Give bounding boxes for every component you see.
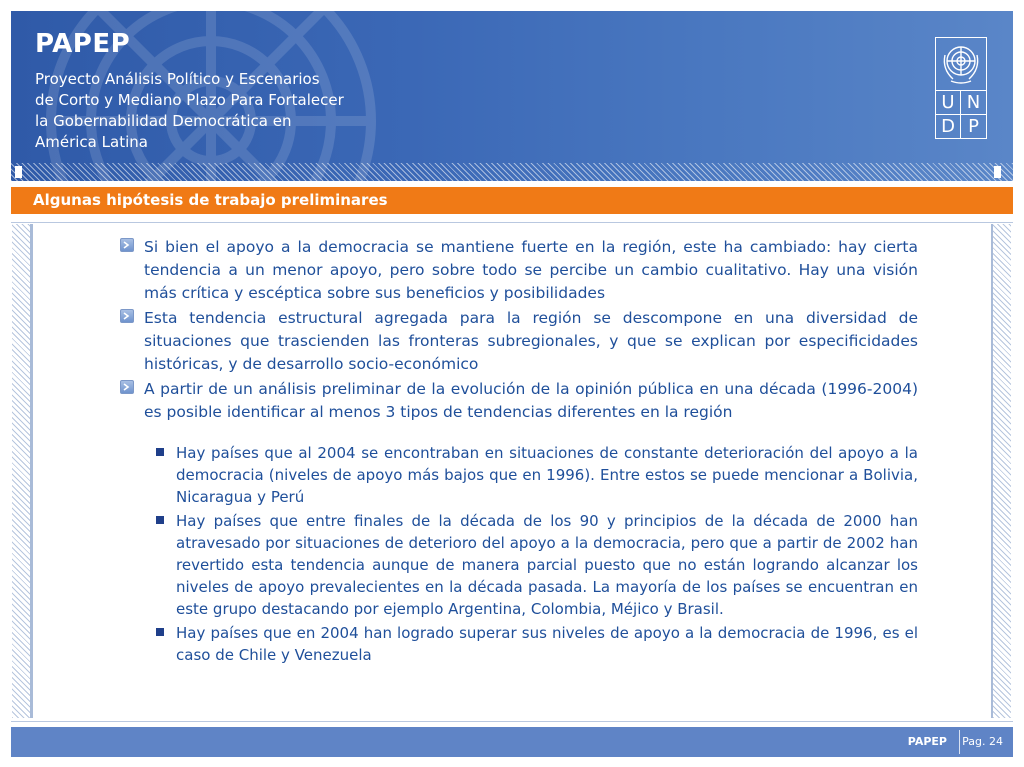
bullet-item [118,236,918,305]
subtitle-line: América Latina [35,133,148,151]
bullet-item [118,307,918,376]
footer-label: PAPEP [907,735,947,748]
hatch-end-marker [15,166,22,178]
square-bullet-icon [156,628,164,636]
subtitle-line: de Corto y Mediano Plazo Para Fortalecer [35,91,344,109]
logo-letter: P [968,115,979,137]
bullet-text: Esta tendencia estructural agregada para la región se descompone en una diversidad de situaciones que trascienden las fronteras subregionales, y que se explican por especificidades históricas, y de desarrollo socio-económico [144,309,918,373]
logo-letter: N [961,91,986,115]
sub-bullet-item [154,442,918,508]
bullet-item [118,378,918,424]
bullet-text: A partir de un análisis preliminar de la evolución de la opinión pública en una década (1996-2004) es posible identificar al menos 3 tipos de tendencias diferentes en la región [144,380,918,421]
slide-body [118,236,918,668]
sub-bullet-list [154,442,918,666]
right-hatch-border [993,224,1011,718]
arrow-bullet-icon [120,238,134,252]
undp-logo [935,37,987,139]
bullet-text: Si bien el apoyo a la democracia se mantiene fuerte en la región, este ha cambiado: hay cierta tendencia a un menor apoyo, pero sobre todo se percibe un cambio cualitativo. Hay una visión más crítica y escéptica sobre sus beneficios y posibilidades [144,238,918,302]
logo-letter: D [936,115,961,139]
logo-letter: U [936,91,961,115]
sub-bullet-item [154,510,918,620]
subtitle-line: la Gobernabilidad Democrática en [35,112,292,130]
arrow-bullet-icon [120,380,134,394]
section-title-bar [11,187,1013,214]
project-subtitle [35,69,375,153]
arrow-bullet-icon [120,309,134,323]
left-hatch-border [12,224,30,718]
square-bullet-icon [156,448,164,456]
footer-divider [959,730,960,754]
header-hatch-band [11,163,1013,181]
sub-bullet-item [154,622,918,666]
sub-bullet-text: Hay países que al 2004 se encontraban en situaciones de constante deterioración del apoyo a la democracia (niveles de apoyo más bajos que en 1996). Entre estos se puede mencionar a Bolivia, Nicaragua y Perú [176,444,918,506]
square-bullet-icon [156,516,164,524]
left-border-line [30,224,33,718]
undp-letter-grid [936,90,986,138]
project-title: PAPEP [35,29,131,59]
subtitle-line: Proyecto Análisis Político y Escenarios [35,70,320,88]
sub-bullet-text: Hay países que entre finales de la década de los 90 y principios de la década de 2000 han atravesado por situaciones de deterioro del apoyo a la democracia, pero que a partir de 2002 han revertido esta tendencia aunque de manera parcial puesto que no están logrando alcanzar los niveles de apoyo prevalecientes en la década pasada. La mayoría de los países se encuentran en este grupo destacando por ejemplo Argentina, Colombia, Méjico y Brasil. [176,512,918,618]
hatch-end-marker [994,166,1001,178]
slide-header [11,11,1013,181]
page-number: Pag. 24 [962,735,1003,748]
slide-footer [11,727,1013,757]
un-emblem-icon [939,41,983,85]
sub-bullet-text: Hay países que en 2004 han logrado superar sus niveles de apoyo a la democracia de 1996, es el caso de Chile y Venezuela [176,624,918,664]
section-title: Algunas hipótesis de trabajo preliminares [33,191,388,209]
